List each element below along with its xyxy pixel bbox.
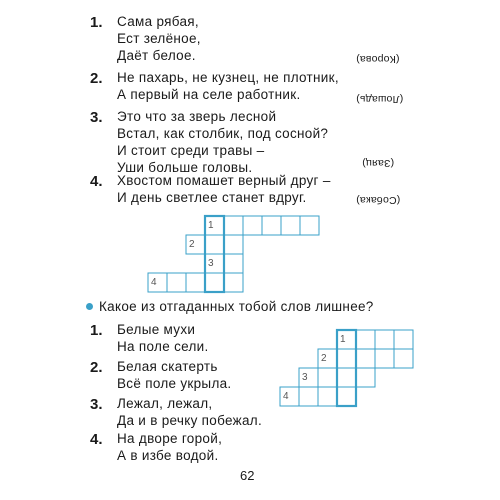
crossword-2-cell (337, 349, 356, 368)
riddle-number: 3. (90, 109, 103, 126)
crossword-2-number-label: 3 (302, 372, 308, 383)
crossword-1-number-label: 1 (208, 220, 214, 231)
crossword-2-cell (375, 349, 394, 368)
crossword-2-number-label: 2 (321, 353, 327, 364)
crossword-1-cell (281, 216, 300, 235)
riddle-line: Уши больше головы. (117, 160, 253, 175)
crossword-2-cell (318, 368, 337, 387)
riddle-line: Не пахарь, не кузнец, не плотник, (117, 70, 339, 85)
riddle-line: Всё поле укрыла. (117, 376, 232, 391)
crossword-1-cell (243, 216, 262, 235)
riddle-line: Ест зелёное, (117, 31, 201, 46)
riddle-line: И день светлее станет вдруг. (117, 190, 307, 205)
riddle-number: 2. (90, 70, 103, 87)
riddle-answer: (Корова) (356, 53, 400, 65)
riddle-number: 4. (90, 173, 103, 190)
crossword-2-cell (394, 349, 413, 368)
riddle-answer: (Собака) (356, 194, 401, 206)
crossword-1-cell (224, 273, 243, 292)
crossword-2-cell (337, 368, 356, 387)
riddle-line: Белая скатерть (117, 359, 218, 374)
crossword-1-number-label: 4 (151, 277, 157, 288)
crossword-1-cell (224, 235, 243, 254)
crossword-1-cell (300, 216, 319, 235)
riddle-answer: (Лошадь) (356, 93, 404, 105)
crossword-2-cell (375, 330, 394, 349)
riddle-line: Даёт белое. (117, 48, 196, 63)
riddle-line: Белые мухи (117, 322, 196, 337)
crossword-2-cell (299, 387, 318, 406)
crossword-1-cell (167, 273, 186, 292)
question-text: Какое из отгаданных тобой слов лишнее? (99, 299, 374, 314)
riddle-answer: (Заяц) (362, 157, 395, 169)
riddle-line: Это что за зверь лесной (117, 109, 277, 124)
crossword-1-cell (205, 273, 224, 292)
riddle-line: Сама рябая, (117, 14, 199, 29)
question (86, 299, 374, 314)
crossword-1-cell (224, 254, 243, 273)
crossword-2-cell (337, 387, 356, 406)
crossword-1-number-label: 2 (189, 239, 195, 250)
riddle-line: Хвостом помашет верный друг – (117, 173, 331, 188)
crossword-2-cell (318, 387, 337, 406)
crossword-1-cell (186, 273, 205, 292)
riddle-line: И стоит среди травы – (117, 143, 265, 158)
crossword-2-cell (356, 330, 375, 349)
crossword-1 (148, 216, 319, 292)
crossword-2 (280, 330, 413, 406)
crossword-1-cell (262, 216, 281, 235)
crossword-2-number-label: 1 (340, 334, 346, 345)
crossword-1-cell (224, 216, 243, 235)
riddle-number: 3. (90, 396, 103, 413)
riddle-line: Встал, как столбик, под сосной? (117, 126, 329, 141)
bullet-icon (86, 303, 93, 310)
riddle-line: На поле сели. (117, 339, 209, 354)
riddle-line: Лежал, лежал, (117, 396, 213, 411)
riddle-line: На дворе горой, (117, 431, 223, 446)
crossword-2-cell (394, 330, 413, 349)
riddle-line: А в избе водой. (117, 448, 219, 463)
riddle-number: 4. (90, 431, 103, 448)
page-number: 62 (240, 468, 255, 483)
crossword-2-cell (356, 349, 375, 368)
riddle-number: 1. (90, 14, 103, 31)
crossword-1-cell (205, 235, 224, 254)
riddle-line: А первый на селе работник. (117, 87, 301, 102)
crossword-1-number-label: 3 (208, 258, 214, 269)
riddle-number: 1. (90, 322, 103, 339)
crossword-2-number-label: 4 (283, 391, 289, 402)
riddle-number: 2. (90, 359, 103, 376)
crossword-2-cell (356, 368, 375, 387)
riddle-line: Да и в речку побежал. (117, 413, 262, 428)
